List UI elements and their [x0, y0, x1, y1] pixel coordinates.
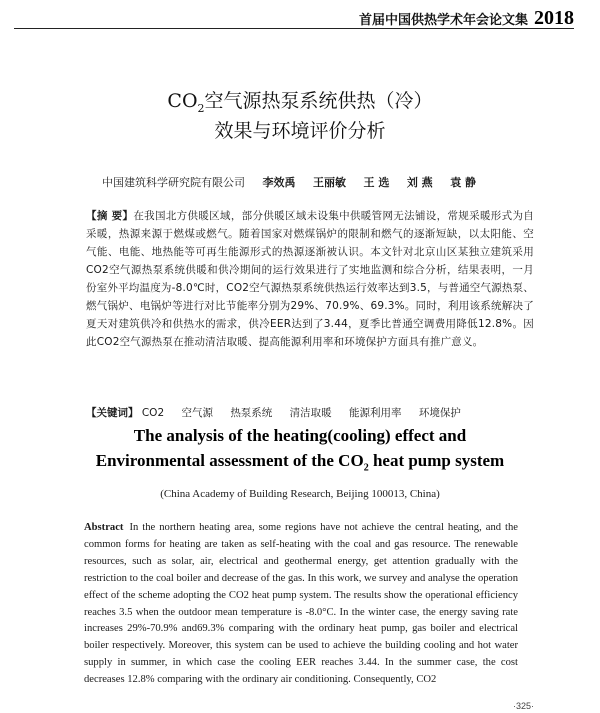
author-name: 王 选 [363, 176, 390, 189]
keyword: 清洁取暖 [289, 407, 332, 419]
english-title-line1: The analysis of the heating(cooling) effect and [133, 426, 467, 445]
chinese-abstract-label: 【摘 要】 [86, 210, 134, 222]
english-affiliation: (China Academy of Building Research, Beijing 100013, China) [160, 488, 440, 500]
keyword: 热泵系统 [230, 407, 273, 419]
keywords-label: 【关键词】 [86, 407, 139, 419]
running-header [359, 4, 574, 28]
keyword: 能源利用率 [349, 407, 402, 419]
keyword: CO2 [141, 407, 165, 419]
english-abstract-label: Abstract [84, 522, 124, 533]
keyword: 空气源 [181, 407, 213, 419]
chinese-title-line1: $CO_2$空气源热泵系统供热（冷） [167, 90, 433, 115]
chinese-abstract [86, 207, 534, 351]
author-name: 袁 静 [450, 176, 477, 189]
author-name: 李效禹 [262, 176, 296, 189]
author-name: 王丽敏 [313, 176, 346, 189]
author-name: 刘 燕 [406, 176, 433, 189]
author-line [102, 174, 570, 190]
proceedings-year: 2018 [534, 7, 574, 29]
chinese-title-line2: 效果与环境评价分析 [214, 120, 386, 142]
page-number: ·325· [512, 701, 534, 711]
author-organization: 中国建筑科学研究院有限公司 [102, 176, 245, 189]
chinese-abstract-text: 在我国北方供暖区域，部分供暖区域未设集中供暖管网无法铺设，常规采暖形式为自采暖，热源来源于燃煤或燃气。随着国家对燃煤锅炉的限制和燃气的逐渐短缺，以太阳能、空气能、电能、地热能等可再生能源形式的热源逐渐被认识。本文针对北京山区某独立建筑采用CO2空气源热泵系统供暖和供冷期间的运行效果进行了实地监测和综合分析，结果表明，一月份室外平均温度为-8.0℃时，CO2空气源热泵系统供热运行效率达到3.5，与普通空气源热泵、燃气锅炉、电锅炉等进行对比节能率分别为29%、70.9%、69.3%。同时，利用该系统解决了夏天对建筑供冷和供热水的需求，供冷EER达到了3.44，夏季比普通空调费用降低12.8%。因此CO2空气源热泵在推动清洁取暖、提高能源利用率和环境保护方面具有推广意义。 [86, 210, 535, 348]
english-abstract-text: In the northern heating area, some regions have not achieve the central heating, and the common forms for heating are taken as self-heating with the coal and gas resource. The renewable resources, such as solar, air, electrical and geothermal energy, get attention gradually with the restriction to the coal boiler and decrease of the gas. In this work, we survey and analyse the operation effect of the scheme adopting the CO2 heat pump system. The results show the operational efficiency reaches 3.5 when the outdoor mean temperature is -8.0°C. In the winter case, the energy saving rate increases 29%-70.9% and69.3% comparing with the ordinary heat pump, gas boiler and electrical boiler respectively. Moreover, this system can be used to achieve the building cooling and hot water supply in summer, in which case the cooling EER reaches 3.44. In the summer case, the cost decreases 12.8% comparing with the ordinary air conditioning. Consequently, CO2 [84, 522, 518, 686]
keyword: 环境保护 [418, 407, 461, 419]
proceedings-title: 首届中国供热学术年会论文集 [358, 13, 528, 28]
english-abstract [84, 520, 518, 689]
header-rule [14, 28, 574, 29]
english-title-line2: Environmental assessment of the $CO_2$ heat pump system [95, 451, 505, 474]
chinese-keywords [86, 405, 534, 420]
